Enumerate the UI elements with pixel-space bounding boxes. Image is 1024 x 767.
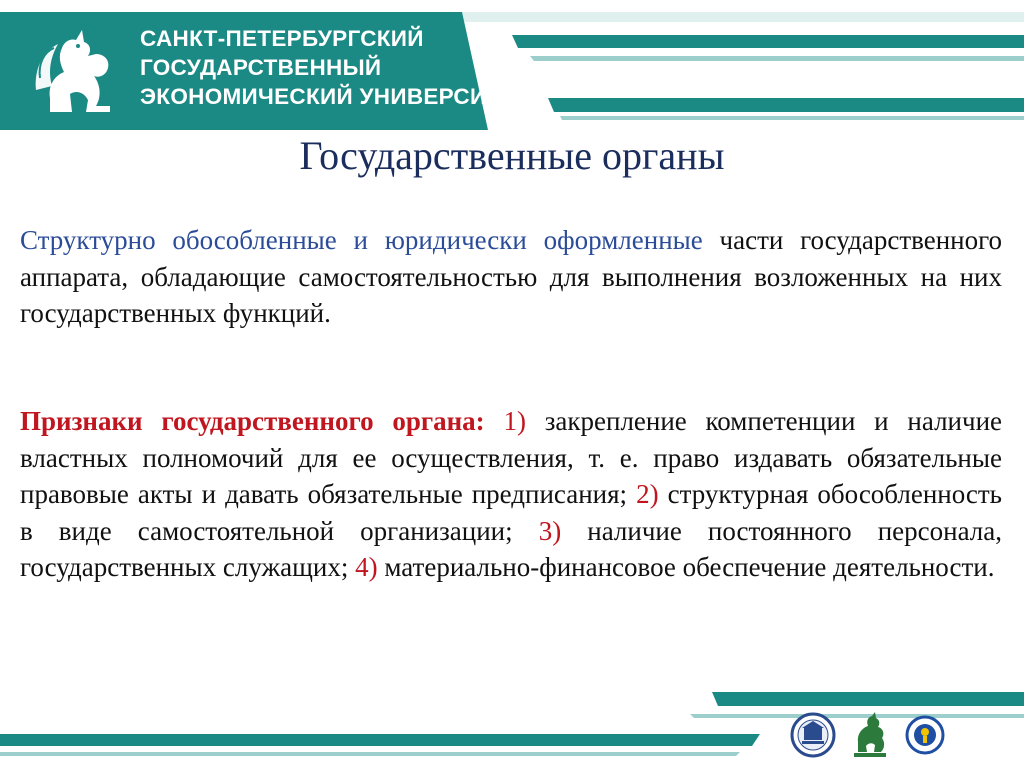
features-paragraph: [20, 403, 1002, 586]
definition-highlight: Структурно обособленные и юридически оформленные: [20, 225, 703, 255]
definition-text: части государственного аппарата, обладающие самостоятельностью для выполнения возложенных на них государственных функций.: [20, 225, 1002, 328]
university-seal-icon: [790, 712, 836, 758]
feature-number-2: 2): [636, 479, 659, 509]
feature-number-4: 4): [355, 552, 378, 582]
features-label: Признаки государственного органа:: [20, 406, 485, 436]
feature-text-2: структурная обособленность в виде самостоятельной организации;: [20, 479, 1002, 546]
feature-text-4: материально-финансовое обеспечение деятельности.: [377, 552, 995, 582]
university-name: [140, 24, 530, 111]
feature-text-3: наличие постоянного персонала, государственных служащих;: [20, 515, 1003, 582]
definition-paragraph: [20, 222, 1002, 332]
feature-number-3: 3): [538, 515, 562, 546]
university-name-line-3: ЭКОНОМИЧЕСКИЙ УНИВЕРСИТЕТ: [140, 84, 530, 109]
feature-text-1: закрепление компетенции и наличие властных полномочий для ее осуществления, т. е. право издавать обязательные правовые акты и давать обязательные предписания;: [20, 406, 1003, 509]
griffin-emblem-icon: [852, 712, 888, 758]
university-name-line-1: САНКТ-ПЕТЕРБУРГСКИЙ: [140, 26, 424, 51]
feature-number-1: 1): [503, 406, 526, 436]
griffin-logo-icon: [30, 20, 130, 118]
university-name-line-2: ГОСУДАРСТВЕННЫЙ: [140, 55, 382, 80]
slide-title: Государственные органы: [299, 133, 725, 178]
blue-seal-icon: [905, 712, 945, 758]
